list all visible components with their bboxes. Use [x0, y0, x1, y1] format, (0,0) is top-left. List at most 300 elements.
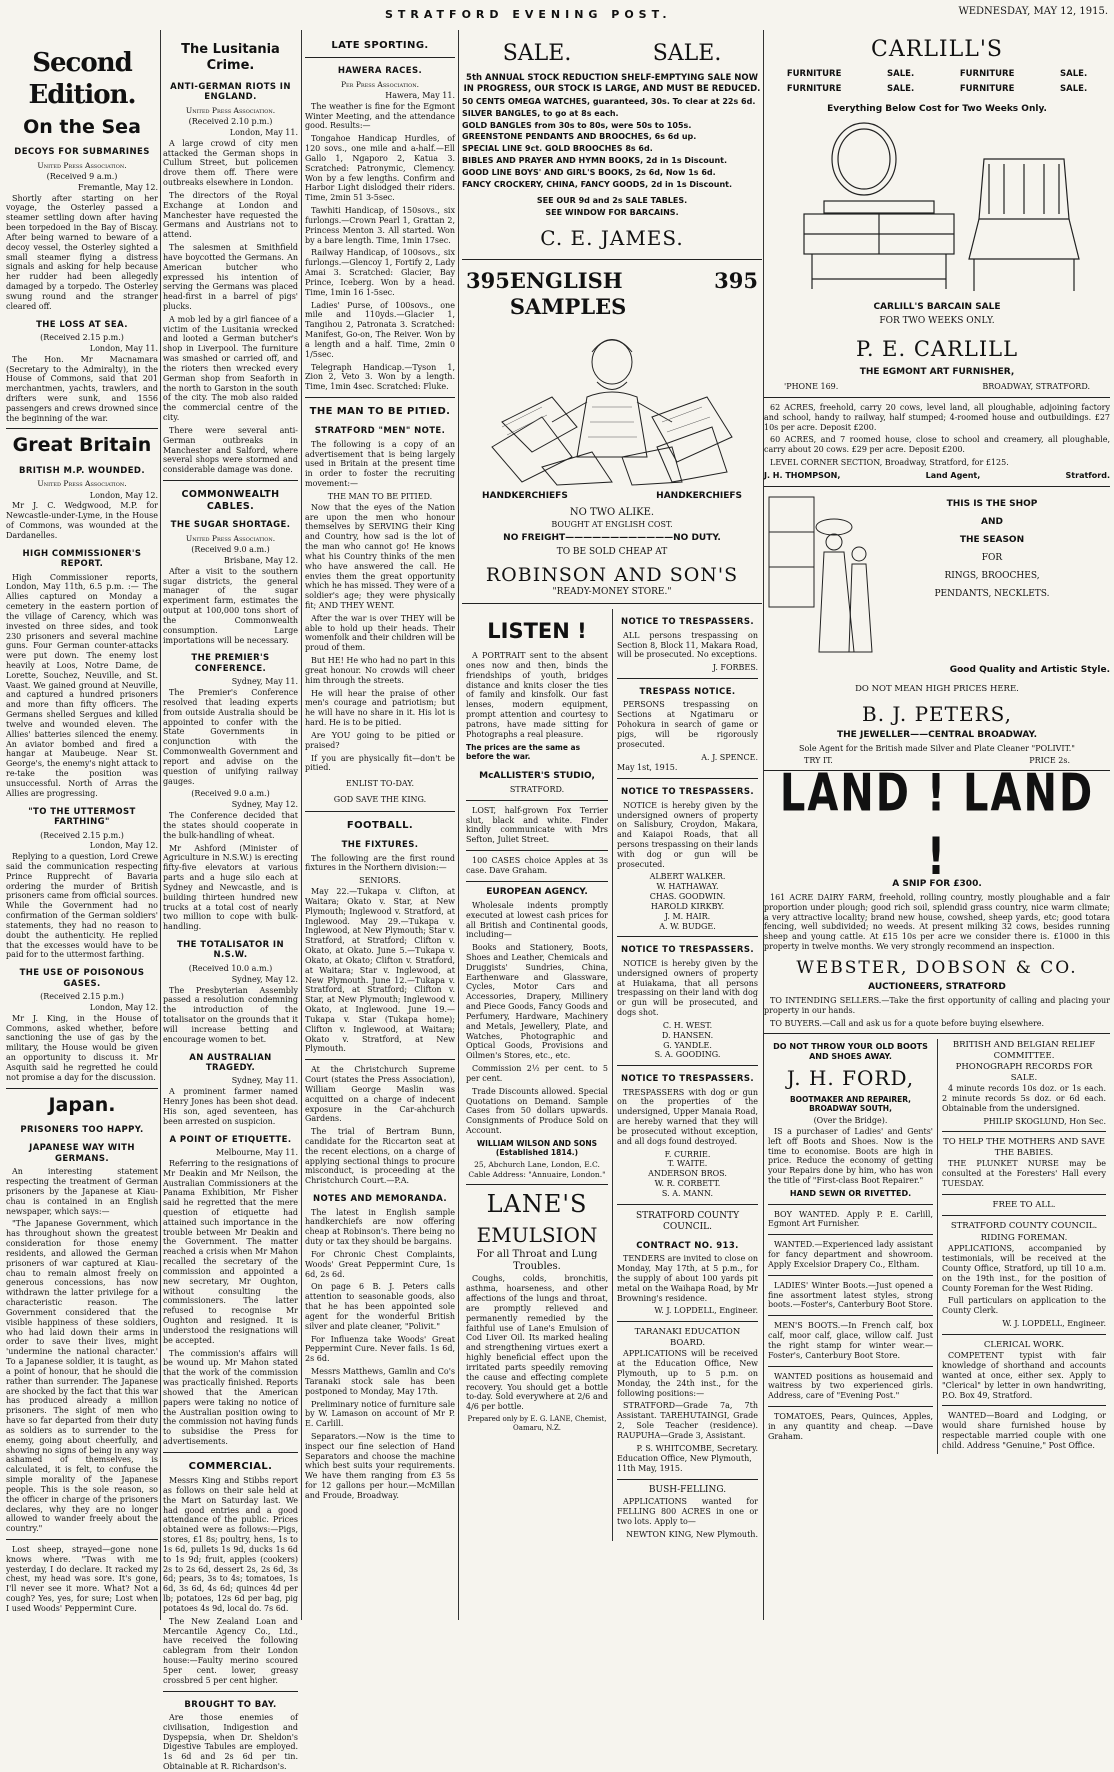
- ad-line: WILLIAM WILSON AND SONS (Established 1814.): [476, 1138, 598, 1158]
- ad-line: Prepared only by E. G. LANE, Chemist, Oamaru, N.Z.: [467, 1415, 607, 1432]
- on-the-sea-heading: On the Sea: [23, 115, 141, 138]
- article-text: An interesting statement respecting the treatment of German prisoners by the Japanese at Kiau-chau is contained in an English newspaper, which says:—: [6, 1167, 158, 1216]
- masthead-title: STRATFORD EVENING POST.: [385, 8, 672, 21]
- divider: [466, 800, 608, 801]
- furniture-sale-row: [764, 84, 1110, 94]
- ad-line: For all Throat and Lung Troubles.: [476, 1248, 598, 1273]
- article-text: Messrs Matthews, Gamlin and Co's Taranaki stock sale has been postponed to Monday, May 17th.: [305, 1367, 455, 1396]
- sale-item: GOOD LINE BOYS' AND GIRL'S BOOKS, 2s 6d, Now 1s 6d.: [462, 167, 716, 177]
- divider: [163, 1691, 298, 1692]
- section-heading: NOTES AND MEMORANDA.: [313, 1194, 447, 1205]
- notice-heading: NOTICE TO TRESPASSERS.: [621, 945, 754, 956]
- article-text: The salesmen at Smithfield have boycotted the Germans. An American butcher who expressed his intention of serving the Germans was placed head-first in a barrel of pigs' plucks.: [163, 243, 298, 311]
- section-heading: "TO THE UTTERMOST FARTHING": [28, 806, 136, 828]
- notice-name: W. HATHAWAY.: [656, 882, 719, 892]
- sale-word: SALE.: [652, 41, 722, 66]
- received-line: (Received 2.10 p.m.): [188, 117, 273, 127]
- article-text: Mr J. King, in the House of Commons, asked whether, before sanctioning the use of gas by the military, the House would be given an opportunity to discuss it. Mr Asquith said he regretted he could not promise a day for the discussion.: [6, 1013, 158, 1082]
- notice-signature: J. FORBES.: [712, 663, 758, 673]
- source-line: United Press Association.: [185, 533, 276, 543]
- subheading: ENLIST TO-DAY.: [345, 779, 415, 789]
- advertisement-text: Books and Stationery, Boots, Shoes and Leather, Chemicals and Druggists' Sundries, China, Earthenware and Glassware, Cycles, Motor Cars and Accessories, Drapery, Millinery and Piece Goods, Fancy Goods and Perfumery, Hardware, Machinery and Metals, Jewellery, Plate, and Watches, Photographic and Optical Goods, Provisions and Oilmen's Stores, etc., etc.: [466, 943, 608, 1061]
- column-4: [462, 30, 762, 1620]
- advertiser-name: C. E. JAMES.: [540, 226, 684, 251]
- notice-name: CHAS. GOODWIN.: [649, 892, 726, 902]
- classified-split: [764, 1039, 1110, 1453]
- notice-name: W. R. CORBETT.: [654, 1179, 721, 1189]
- notice-heading: TRESPASS NOTICE.: [639, 686, 736, 697]
- article-text: May 22.—Tukapa v. Clifton, at Waitara; Okato v. Star, at New Plymouth; Inglewood v. Stratford, at Inglewood. May 29.—Tukapa v. Inglewood, at New Plymouth; Star v. Stratford, at Stratford; Clifton v. Okato, at Okato. June 5.—Tukapa v. Okato, at Okato; Clifton v. Stratford, at Waitara; Star v. Inglewood, at New Plymouth. June 12.—Tukapa v. Stratford, at Stratford; Clifton v. Star, at New Plymouth; Inglewood v. Okato, at Inglewood. June 19.—Tukapa v. Star (Tukapa home); Clifton v. Inglewood, at Waitara; Okato v. Stratford, at New Plymouth.: [305, 887, 455, 1054]
- article-text: Mr Ashford (Minister of Agriculture in N.S.W.) is erecting fifty-five elevators at various parts and a huge silo each at Sydney and Newcastle, and is building thirteen hundred new trucks at a total cost of nearly two million to cope with bulk-handling.: [163, 843, 298, 932]
- agent-row: [764, 471, 1110, 481]
- ad-heading: EUROPEAN AGENCY.: [486, 886, 588, 897]
- dateline: London, May 11.: [229, 127, 298, 137]
- divider: [6, 1088, 158, 1089]
- notice-names: [617, 1021, 758, 1060]
- notice-name: J. M. HAIR.: [664, 911, 711, 921]
- ad-heading: BRITISH AND BELGIAN RELIEF COMMITTEE.: [952, 1040, 1096, 1061]
- article-text: Preliminary notice of furniture sale by W. Lamason on account of Mr P. E. Carlill.: [305, 1399, 455, 1429]
- divider: [466, 881, 608, 882]
- article-text: The directors of the Royal Exchange at London and Manchester have requested the Germans and Austrians not to attend.: [163, 190, 298, 240]
- article-text: Telegraph Handicap.—Tyson 1, Zion 2, Veto 3. Won by a length. Time, 1min 4sec. Scratched: Fluke.: [305, 362, 455, 392]
- ford-heading: J. H. FORD,: [786, 1066, 915, 1090]
- dateline: London, May 12.: [89, 841, 158, 851]
- handkerchiefs-label: HANDKERCHIEFS: [656, 491, 742, 502]
- dateline: Sydney, May 12.: [231, 800, 298, 810]
- sale-label: SALE.: [887, 69, 915, 80]
- notice-text: APPLICATIONS will be received at the Education Office, New Plymouth, up to 5 p.m. on Monday, the 24th inst., for the following positions:—: [617, 1349, 758, 1398]
- divider: [617, 1204, 758, 1205]
- notice-text: PERSONS trespassing on Sections at Ngatimaru or Pohokura in search of game or pigs, will be rigorously prosecuted.: [617, 700, 758, 749]
- dateline: Fremantle, May 12.: [78, 182, 158, 192]
- notice-names: [617, 872, 758, 931]
- edition-heading: Second Edition.: [28, 48, 136, 110]
- ad-line: THE JEWELLER——CENTRAL BROADWAY.: [837, 729, 1037, 740]
- received-line: (Received 2.15 p.m.): [40, 992, 124, 1002]
- notice-names: [617, 1150, 758, 1199]
- ad-heading: FREE TO ALL.: [992, 1199, 1056, 1210]
- article-text: Referring to the resignations of Mr Deakin and Mr Neilson, the Australian Commissioners at the Panama Exhibition, Mr Fisher said he regretted that the mere question of etiquette had attained such importance in the trouble between Mr Deakin and the Government. The matter reached a crisis when Mr Mahon recalled the secretary of the commission and appointed a new secretary, Mr Oughton, without consulting the commissioners. The latter refused to recognise Mr Oughton and resigned. It is understood the resignations will be accepted.: [163, 1158, 298, 1345]
- article-text: At the Christchurch Supreme Court (states the Press Association), William George Maslin was acquitted on a charge of indecent exposure in the Car-ahchurch Gardens.: [305, 1065, 455, 1124]
- furniture-label: FURNITURE: [959, 83, 1015, 94]
- advertisement-text: LADIES' Winter Boots.—Just opened a fine assortment latest styles, strong boots.—Foster's, Canterbury Boot Store.: [768, 1280, 933, 1310]
- ad-line: 25, Abchurch Lane, London, E.C. Cable Address: "Annuaire, London.": [468, 1160, 606, 1179]
- notice-name: G. YANDLE.: [663, 1040, 712, 1050]
- article-text: The New Zealand Loan and Mercantile Agency Co., Ltd., have received the following cablegram from their London house:—Faulty merino scoured 5per cent. lower, greasy crossbred 5 per cent higher.: [163, 1616, 298, 1685]
- sale-item: GREENSTONE PENDANTS AND BROOCHES, 6s 6d up.: [462, 132, 697, 142]
- column-rule: [160, 30, 161, 1620]
- notice-signature: A. J. SPENCE.: [701, 752, 758, 762]
- source-line: Per Press Association.: [340, 79, 420, 89]
- notice-name: HAROLD KIRKBY.: [650, 901, 725, 911]
- shop-line: FOR: [981, 552, 1003, 563]
- article-text: Ladies' Purse, of 100sovs., one mile and 110yds.—Glacier 1, Tangihou 2, Patronata 3. Scratched: Manifest, Go-on, The Reiver. Won by a length and a half. Time, 2min 0 1/5sec.: [305, 300, 455, 359]
- advertisement-text: THE PLUNKET NURSE may be consulted at the Foresters' Hall every TUESDAY.: [942, 1159, 1106, 1189]
- article-text: The Conference decided that the states should cooperate in the bulk-handling of wheat.: [163, 811, 298, 840]
- article-text: After a visit to the southern sugar districts, the general manager of the sugar experiment farm, estimates the output at 100,000 tons short of the Commonwealth consumption. Large importations will be necessary.: [163, 566, 298, 645]
- divider: [617, 678, 758, 679]
- advertisement-text: APPLICATIONS, accompanied by testimonials, will be received at the County Office, Stratford, up till 10 a.m. on the 19th inst., for the position of County Foreman for the West Riding.: [942, 1244, 1106, 1293]
- received-line: (Received 10.0 a.m.): [188, 963, 273, 973]
- notice-text: NOTICE is hereby given by the undersigned owners of property on Salisbury, Croydon, Makara, and Kaiapoi Roads, that all persons trespassing on their lands with dog or gun will be prosecuted.: [617, 800, 758, 869]
- sale-item: GOLD BANGLES from 30s to 80s, were 50s to 105s.: [462, 120, 692, 130]
- divider: [768, 1275, 933, 1276]
- great-britain-heading: Great Britain: [12, 434, 152, 457]
- article-text: He will hear the praise of other men's courage and patriotism; but he will have no share in it. His lot is hard. He is to be pitied.: [305, 688, 455, 728]
- divider: [6, 428, 158, 429]
- contact-row: [784, 382, 1090, 392]
- sale-item: SILVER BANGLES, to go at 8s each.: [462, 108, 619, 118]
- dateline: Sydney, May 12.: [231, 974, 298, 984]
- source-line: United Press Association.: [185, 105, 276, 115]
- classified-left: [462, 609, 612, 1540]
- received-line: (Received 9.0 a.m.): [191, 545, 270, 555]
- shop-text: [874, 492, 1110, 662]
- article-text: For Influenza take Woods' Great Peppermint Cure. Never fails. 1s 6d, 2s 6d.: [305, 1334, 455, 1364]
- article-text: After the war is over THEY will be able to hold up their heads. Their womenfolk and their children will be proud of them.: [305, 613, 455, 653]
- dateline: Melbourne, May 11.: [215, 1148, 298, 1158]
- section-heading: THE MAN TO BE PITIED.: [309, 405, 451, 417]
- ad-line: Good Quality and Artistic Style.: [949, 664, 1110, 675]
- handkerchiefs-row: [482, 491, 742, 502]
- advertisement-text: Coughs, colds, bronchitis, asthma, hoarseness, and other affections of the lungs and throat, are promptly relieved and permanently remedied by the faithful use of Lane's Emulsion of Cod Liver Oil. Its marked healing and strengthening virtues exert a highly beneficial effect upon the irritated parts speedily removing the cause and effecting complete recovery. You should get a bottle to-day. Sold everywhere at 2/6 and 4/6 per bottle.: [466, 1274, 608, 1412]
- source-line: United Press Association.: [37, 160, 127, 170]
- sale-note: SEE OUR 9d and 2s SALE TABLES.: [536, 195, 688, 205]
- divider: [617, 1479, 758, 1480]
- section-heading: HAWERA RACES.: [337, 66, 423, 77]
- column-3: [305, 30, 455, 1620]
- article-text: On page 6 B. J. Peters calls attention to seasonable goods, also that he has been appointed sole agent for the wonderful British silver and plate cleaner, "Polivit.": [305, 1282, 455, 1331]
- article-text: The commission's affairs will be wound up. Mr Mahon stated that the work of the commission was practically finished. Reports showed that the American papers were taking no notice of the Australian position owing to the commission not having funds to subsidise the Press for advertisements.: [163, 1348, 298, 1447]
- article-text: Tongahoe Handicap Hurdles, of 120 sovs., one mile and a-half.—Ell Gallo 1, Ngaporo 2, Katua 3. Scratched: Patronymic, Clemency. Won by a few lengths. Confirm and Harbor Light dislodged their riders. Time, 2min 51 3-5sec.: [305, 134, 455, 203]
- pe-carlill-heading: P. E. CARLILL: [855, 337, 1019, 362]
- sale-item-list: [462, 97, 762, 190]
- ad-line: Everything Below Cost for Two Weeks Only.: [827, 103, 1047, 114]
- dateline: Hawera, May 11.: [385, 90, 455, 100]
- divider: [942, 1194, 1106, 1195]
- subheading: THE MAN TO BE PITIED.: [327, 491, 433, 501]
- divider: [462, 259, 762, 260]
- ad-heading: STRATFORD COUNTY COUNCIL.: [950, 1221, 1098, 1232]
- section-heading: BROUGHT TO BAY.: [184, 1699, 277, 1710]
- divider: [466, 1184, 608, 1185]
- english-samples-heading: [466, 268, 758, 320]
- article-text: Now that the eyes of the Nation are upon the men who honour themselves by SERVING their King and Country, how sad is the lot of the man who cannot go! He knows what his Country thinks of the men who have answered the call. He envies them the great opportunity which he has missed. They were of a soldier's age; they were physically fit; AND THEY WENT.: [305, 502, 455, 610]
- ad-line: The prices are the same as before the war.: [466, 742, 581, 761]
- article-text: The trial of Bertram Bunn, candidate for the Riccarton seat at the recent elections, on a charge of applying sectional things to procure misconduct, is proceeding at the Christchurch Court.—P.A.: [305, 1127, 455, 1186]
- notice-heading: CONTRACT NO. 913.: [636, 1240, 739, 1251]
- samples-count: 395: [466, 267, 510, 293]
- notice-text: ALL persons trespassing on Section 8, Block 11, Makara Road, will be prosecuted. No exceptions.: [617, 630, 758, 660]
- notice-date: Education Office, New Plymouth, 11th May, 1915.: [617, 1454, 752, 1474]
- sale-label: SALE.: [1060, 83, 1088, 94]
- notice-name: ALBERT WALKER.: [649, 872, 726, 882]
- peters-heading: B. J. PETERS,: [862, 702, 1012, 727]
- article-text: The weather is fine for the Egmont Winter Meeting, and the attendance good. Results:—: [305, 101, 455, 131]
- divider: [6, 1539, 158, 1540]
- notice-name: F. CURRIE.: [664, 1149, 711, 1159]
- subheading: GOD SAVE THE KING.: [333, 795, 427, 805]
- robinson-name: ROBINSON AND SON'S: [485, 563, 739, 586]
- agent-role: Land Agent,: [925, 470, 981, 480]
- samples-count: 395: [714, 267, 758, 293]
- divider: [768, 1234, 933, 1235]
- notice-name: A. W. BUDGE.: [659, 921, 716, 931]
- ad-line: THE EGMONT ART FURNISHER,: [859, 366, 1015, 377]
- divider: [305, 57, 455, 58]
- article-text: If you are physically fit—don't be pitied.: [305, 753, 455, 773]
- received-line: (Received 9.0 a.m.): [191, 789, 270, 799]
- advertisement-text: TO INTENDING SELLERS.—Take the first opportunity of calling and placing your property in our hands.: [764, 995, 1110, 1015]
- advertisement-text: 60 ACRES, and 7 roomed house, close to school and creamery, all ploughable, carry about 20 cows. £29 per acre. Deposit £200.: [764, 435, 1110, 455]
- shop-line: RINGS, BROOCHES,: [944, 570, 1040, 581]
- ad-heading: PHONOGRAPH RECORDS FOR SALE.: [955, 1062, 1093, 1083]
- lanes-heading: LANE'S: [486, 1189, 588, 1218]
- section-heading: BRITISH M.P. WOUNDED.: [18, 465, 146, 476]
- sale-item: FANCY CROCKERY, CHINA, FANCY GOODS, 2d in 1s Discount.: [462, 179, 732, 189]
- shop-line: THE SEASON: [959, 534, 1025, 545]
- subheading: SENIORS.: [359, 876, 401, 886]
- divider: [764, 397, 1110, 398]
- article-text: But HE! He who had no part in this great honour. No crowds will cheer him through the streets.: [305, 656, 455, 685]
- advertisement-text: 100 CASES choice Apples at 3s case. Dave Graham.: [466, 856, 608, 875]
- advertisement-text: Wholesale indents promptly executed at lowest cash prices for all British and Continental goods, including—: [466, 900, 608, 940]
- notice-text: STRATFORD—Grade 7a, 7th Assistant. TAREHUTAINGI, Grade 2, Sole Teacher (residence). RAUPUHA—Grade 3, Assistant.: [617, 1401, 758, 1440]
- studio-name: McALLISTER'S STUDIO,: [479, 770, 595, 781]
- dateline: London, May 11.: [89, 343, 158, 353]
- column-rule: [301, 30, 302, 1620]
- section-heading: THE FIXTURES.: [341, 840, 419, 851]
- land-heading: LAND ! LAND !: [779, 764, 1095, 888]
- sale-item: BIBLES AND PRAYER AND HYMN BOOKS, 2d in 1s Discount.: [462, 156, 728, 166]
- sale-banner: 5th ANNUAL STOCK REDUCTION SHELF-EMPTYING SALE NOW IN PROGRESS, OUR STOCK IS LARGE, AND MUST BE REDUCED.: [463, 73, 761, 94]
- advertisement-text: WANTED.—Experienced lady assistant for fancy department and showroom. Apply Excelsior Drapery Co., Eltham.: [768, 1240, 933, 1269]
- divider: [617, 1321, 758, 1322]
- article-text: A large crowd of city men attacked the German shops in Cullum Street, but policemen drove them off. There were outbreaks elsewhere in London.: [163, 138, 298, 188]
- section-heading: A POINT OF ETIQUETTE.: [169, 1134, 292, 1145]
- divider: [305, 1059, 455, 1060]
- section-heading: THE SUGAR SHORTAGE.: [170, 520, 291, 531]
- handkerchief-lady-illustration: [482, 327, 742, 487]
- section-heading: THE LOSS AT SEA.: [36, 319, 128, 330]
- jeweller-ad: [764, 492, 1110, 662]
- agent-name: J. H. THOMPSON,: [764, 470, 841, 480]
- ad-heading: DO NOT THROW YOUR OLD BOOTS AND SHOES AWAY.: [773, 1042, 928, 1062]
- notice-name: S. A. GOODING.: [654, 1050, 721, 1060]
- received-line: (Received 9 a.m.): [46, 171, 118, 181]
- notice-text: TRESPASSERS with dog or gun on the properties of the undersigned, Upper Manaia Road, are hereby warned that they will be prosecuted without exception, and all dogs found destroyed.: [617, 1087, 758, 1146]
- section-heading: ANTI-GERMAN RIOTS IN ENGLAND.: [170, 81, 291, 103]
- lusitania-heading: The Lusitania Crime.: [181, 42, 280, 73]
- divider: [942, 1405, 1106, 1406]
- ad-heading: CLERICAL WORK.: [983, 1339, 1065, 1350]
- notice-heading: BUSH-FELLING.: [648, 1485, 727, 1496]
- notice-text: TENDERS are invited to close on Monday, May 17th, at 5 p.m., for the supply of about 100 yards pit metal on the Waihapa Road, by Mr Browning's residence.: [617, 1254, 758, 1303]
- notice-heading: NOTICE TO TRESPASSERS.: [621, 617, 754, 628]
- notice-date: May 1st, 1915.: [617, 763, 678, 773]
- section-heading: THE PREMIER'S CONFERENCE.: [191, 653, 270, 674]
- studio-town: STRATFORD.: [509, 785, 565, 794]
- sale-heading: [462, 40, 762, 67]
- agent-town: Stratford.: [1065, 470, 1110, 480]
- ad-line: HAND SEWN OR RIVETTED.: [789, 1188, 912, 1198]
- divider: [768, 1204, 933, 1205]
- dateline: Sydney, May 11.: [231, 1076, 298, 1086]
- divider: [462, 603, 762, 604]
- address: BROADWAY, STRATFORD.: [982, 382, 1090, 392]
- samples-title: ENGLISH SAMPLES: [509, 267, 627, 319]
- phone-number: 'PHONE 169.: [784, 382, 839, 392]
- article-text: The Premier's Conference resolved that leading experts from outside Australia should be appointed to confer with the State Governments in conjunction with the Commonwealth Government and report and advise on the question of unifying railway gauges.: [163, 688, 298, 786]
- advertisement-text: A PORTRAIT sent to the absent ones now and then, binds the friendships of youth, bridges distance and knits closer the ties of family and kinsfolk. Our fast lenses, modern equipment, prompt attention and courtesy to patrons, have made sitting for Photographs a real pleasure.: [466, 651, 608, 739]
- advertisement-text: LEVEL CORNER SECTION, Broadway, Stratford, for £125.: [770, 458, 1009, 467]
- advertisement-text: 62 ACRES, freehold, carry 20 cows, level land, all ploughable, adjoining factory and school, handy to railway, half stumped; 4-roomed house and outbuildings. £27 10s per acre. Deposit £200.: [764, 402, 1110, 432]
- notice-text: APPLICATIONS wanted for FELLING 800 ACRES in one or two lots. Apply to—: [617, 1497, 758, 1526]
- furniture-illustration: [764, 119, 1104, 299]
- sale-label: SALE.: [887, 83, 915, 94]
- advertisement-text: COMPETENT typist with fair knowledge of shorthand and accounts wanted at once, either sex. Apply to "Clerical" by letter in own handwriting, P.O. Box 49, Stratford.: [942, 1351, 1106, 1400]
- ad-heading: TO HELP THE MOTHERS AND SAVE THE BABIES.: [943, 1137, 1105, 1158]
- ad-line: TO BE SOLD CHEAP AT: [556, 546, 668, 557]
- article-text: Tawhiti Handicap, of 150sovs., six furlongs.—Crown Pearl 1, Grattan 2, Princess Menton 3. All started. Won by a bare length. Time, 1min 17sec.: [305, 206, 455, 245]
- notice-name: ANDERSON BROS.: [648, 1169, 727, 1179]
- article-text: Railway Handicap, of 100sovs., six furlongs.—Glencoy 1, Fortify 2, Lady Amai 3. Scratched: Glacier, Bay Prince, Iceberg. Won by a head. Time, 1min 16 1-5sec.: [305, 248, 455, 297]
- article-text: A mob led by a girl fiancee of a victim of the Lusitania wrecked and looted a German butcher's shop in Liverpool. The furniture was smashed or carried off, and the rioters then wrecked every German shop from Seaforth in the north to Garston in the south of the city. The mob also raided the commercial centre of the city.: [163, 314, 298, 423]
- furniture-label: FURNITURE: [786, 83, 842, 94]
- ad-line: A SNIP FOR £300.: [892, 878, 982, 889]
- divider: [942, 1334, 1106, 1335]
- japan-heading: Japan.: [48, 1093, 116, 1116]
- emulsion-heading: EMULSION: [476, 1223, 598, 1248]
- divider: [617, 1065, 758, 1066]
- divider: [163, 480, 298, 481]
- shop-line: AND: [981, 516, 1003, 527]
- article-text: The following is a copy of an advertisement that is being largely used in Britain at the present time in order to foster the recruiting movement:—: [305, 439, 455, 489]
- notice-signature: W. J. LOPDELL, Engineer.: [1002, 1319, 1106, 1329]
- notice-heading: NOTICE TO TRESPASSERS.: [621, 1074, 754, 1085]
- notice-heading: STRATFORD COUNTY COUNCIL.: [635, 1210, 740, 1232]
- advertisement-text: TO BUYERS.—Call and ask us for a quote before buying elsewhere.: [770, 1018, 1045, 1028]
- divider: [764, 1033, 1110, 1034]
- divider: [305, 397, 455, 398]
- webster-heading: WEBSTER, DOBSON & CO.: [796, 957, 1078, 978]
- advertisement-text: Trade Discounts allowed. Special Quotations on Demand. Sample Cases from 50 dollars upwards. Consignments of Produce Sold on Account.: [466, 1086, 608, 1136]
- article-text: High Commissioner reports, London, May 11th, 6.5 p.m. :— The Allies captured on Monday a cemetery in the eastern portion of the village of Carency, which was invested on three sides, and took 230 prisoners and several machine guns. Four German counter-attacks were put down. The enemy lost heavily at Loos, Notre Dame, de Lorette, Souchez, Neuville, and St. Vaast. We gained ground at Neuville, and captured a hundred prisoners and more than fifty officers. The Germans shelled Sergues and killed twelve and wounded eleven. The Allies' batteries silenced the enemy. An aviator bombed and fired a hangar at Maubeuge. Near St. George's, the enemy's night attack to re-take the position was unsuccessful. North of Arras the Allies are progressing.: [6, 572, 158, 798]
- article-text: "The Japanese Government, which has throughout shown the greatest consideration for those enemy residents, and allowed the German prisoners of war captured at Kiau-chau to remain almost freely on generous concessions, has now withdrawn the latter privilege for a characteristic reason. The Government considered that the visible happiness of these soldiers, who had laid down their arms in order to save their lives, might 'undermine the national character.' To a Japanese soldier, it is taught, as a point of honour, that he should die rather than surrender. The Japanese are shocked by the fact that this war has produced already a million prisoners. The sight of men who have so far departed from their duty as soldiers as to surrender to the enemy, going about cheerfully, and showing no signs of being in any way ashamed of themselves, is calculated, it is felt, to confuse the simple morality of the Japanese people. This is the sole reason, so the officer in charge of the prisoners declares, why they are no longer allowed to wander freely about the country.": [6, 1219, 158, 1534]
- notice-name: C. H. WEST.: [662, 1020, 713, 1030]
- advertisement-text: BOY WANTED. Apply P. E. Carlill, Egmont Art Furnisher.: [768, 1209, 933, 1229]
- notice-name: S. A. MANN.: [661, 1188, 714, 1198]
- notice-text: NOTICE is hereby given by the undersigned owners of property at Huiakama, that all persons trespassing on their land with dog or gun will be prosecuted, and dogs shot.: [617, 958, 758, 1018]
- ad-line: BOUGHT AT ENGLISH COST.: [551, 519, 673, 529]
- column-5: [764, 30, 1110, 1620]
- advertisement-text: LOST, half-grown Fox Terrier slut, black and white. Finder kindly communicate with Mrs Sefton, Juliet Street.: [466, 805, 608, 845]
- section-heading: JAPANESE WAY WITH GERMANS.: [29, 1143, 135, 1164]
- classified-left: [764, 1039, 937, 1453]
- advertisement-text: 161 ACRE DAIRY FARM, freehold, rolling country, mostly ploughable and a fair proportion under plough; good rich soil, splendid grass country, nice warm climate; a very attractive locality; brand new house, cowshed, sheep yards, etc; good totara fencing, well subdivided; no weeds. At present milking 32 cows, besides running sheep and young cattle. At £15 10s per acre we consider there is. £1000 in this property in twelve months. We very strongly recommend an inspection.: [764, 892, 1110, 952]
- masthead-date: WEDNESDAY, MAY 12, 1915.: [958, 6, 1108, 17]
- robinson-tagline: "READY-MONEY STORE.": [552, 587, 672, 598]
- article-text: A prominent farmer named Henry Jones has been shot dead. His son, aged seventeen, has been arrested on suspicion.: [163, 1087, 298, 1126]
- article-text: The Presbyterian Assembly passed a resolution condemning the introduction of the totalisator on the grounds that it will increase betting and encourage women to bet.: [163, 985, 298, 1044]
- column-2: [163, 30, 298, 1772]
- listen-heading: LISTEN !: [487, 619, 587, 644]
- notice-heading: NOTICE TO TRESPASSERS.: [621, 787, 754, 798]
- divider: [768, 1406, 933, 1407]
- received-line: (Received 2.15 p.m.): [40, 333, 124, 343]
- carlill-heading: CARLILL'S: [871, 37, 1003, 62]
- divider: [764, 486, 1110, 487]
- article-text: Separators.—Now is the time to inspect our fine selection of Hand Separators and choose the machine which best suits your requirements. We have them ranging from £3 5s for 12 gallons per hour.—McMillan and Froude, Broadway.: [305, 1431, 455, 1500]
- divider: [305, 811, 455, 812]
- advertisement-text: TOMATOES, Pears, Quinces, Apples, in any quantity and cheap. —Dave Graham.: [768, 1412, 933, 1441]
- advertisement-text: Full particulars on application to the County Clerk.: [942, 1296, 1106, 1316]
- section-heading: FOOTBALL.: [346, 819, 414, 831]
- divider: [768, 1315, 933, 1316]
- try-label: TRY IT.: [804, 755, 833, 765]
- ad-line: Sole Agent for the British made Silver and Plate Cleaner "POLIVIT.": [799, 743, 1075, 753]
- sale-item: SPECIAL LINE 9ct. GOLD BROOCHES 8s 6d.: [462, 144, 653, 154]
- furniture-label: FURNITURE: [959, 69, 1015, 80]
- notice-signature: W. J. LOPDELL, Engineer.: [654, 1306, 758, 1316]
- divider: [768, 1366, 933, 1367]
- shop-line: PENDANTS, NECKLETS.: [934, 588, 1050, 599]
- divider: [163, 1452, 298, 1453]
- article-text: Shortly after starting on her voyage, the Osterley passed a steamer settling down after having been torpedoed in the Bay of Biscay. After being warned to beware of a decoy vessel, the Osterley sighted a small steamer flying a distress signals and asking for help because her rudder had been allegedly damaged by a torpedo. The Osterley swung round and the stranger cleared off.: [6, 193, 158, 311]
- column-rule: [458, 30, 459, 1620]
- handkerchiefs-label: HANDKERCHIEFS: [482, 491, 568, 502]
- advertisement-text: Commission 2½ per cent. to 5 per cent.: [466, 1064, 608, 1083]
- divider: [466, 850, 608, 851]
- advertisement-text: Are those enemies of civilisation, Indigestion and Dyspepsia, when Dr. Sheldon's Digestive Tabules are employed. 1s 6d and 2s 6d per tin. Obtainable at R. Richardson's.: [163, 1713, 298, 1772]
- notice-signature: PHILIP SKOGLUND, Hon Sec.: [983, 1116, 1106, 1126]
- section-heading: COMMONWEALTH CABLES.: [181, 489, 280, 512]
- divider: [942, 1215, 1106, 1216]
- advertisement-text: WANTED positions as housemaid and waitress by two experienced girls. Address, care of "Evening Post.": [768, 1371, 933, 1401]
- section-heading: THE USE OF POISONOUS GASES.: [19, 968, 145, 989]
- source-line: United Press Association.: [37, 479, 127, 489]
- article-text: For Chronic Chest Complaints, Woods' Great Peppermint Cure, 1s 6d, 2s 6d.: [305, 1249, 455, 1279]
- section-heading: STRATFORD "MEN" NOTE.: [314, 426, 446, 437]
- sale-word: SALE.: [502, 41, 572, 66]
- article-text: The following are the first round fixtures in the Northern division:—: [305, 853, 455, 873]
- article-text: Replying to a question, Lord Crewe said the communication respecting Prince Rupprecht of Bavaria ordering the murder of British prisoners came from official sources. While the Government had no confirmation of the German soldiers' statements, they had no reason to doubt the authenticity. He replied that the excesses would have to be paid for to the uttermost farthing.: [6, 852, 158, 960]
- ad-line: AUCTIONEERS, STRATFORD: [868, 981, 1006, 992]
- section-heading: THE TOTALISATOR IN N.S.W.: [176, 939, 285, 961]
- ad-line: DO NOT MEAN HIGH PRICES HERE.: [855, 683, 1019, 694]
- received-line: (Received 2.15 p.m.): [40, 830, 124, 840]
- sale-label: SALE.: [1060, 69, 1088, 80]
- notice-heading: TARANAKI EDUCATION BOARD.: [634, 1327, 741, 1348]
- sale-item: 50 CENTS OMEGA WATCHES, guaranteed, 30s. To clear at 22s 6d.: [462, 96, 756, 106]
- article-text: Are YOU going to be pitied or praised?: [305, 730, 455, 750]
- section-heading: DECOYS FOR SUBMARINES: [14, 147, 150, 158]
- section-heading: LATE SPORTING.: [331, 40, 429, 51]
- dateline: London, May 12.: [89, 1003, 158, 1012]
- divider: [617, 936, 758, 937]
- shoppers-illustration: [764, 492, 874, 662]
- advertisement-text: 4 minute records 10s doz. or 1s each. 2 minute records 5s doz. or 6d each. Obtainable from the undersigned.: [942, 1084, 1106, 1113]
- advertisement-text: MEN'S BOOTS.—In French calf, box calf, moor calf, glace, willow calf. Just the right stamp for winter wear.—Foster's, Canterbury Boot Store.: [768, 1321, 933, 1360]
- notice-signature: NEWTON KING, New Plymouth.: [626, 1529, 758, 1539]
- section-heading: HIGH COMMISSIONER'S REPORT.: [22, 548, 142, 570]
- furniture-sale-row: [764, 69, 1110, 79]
- ad-line: BOOTMAKER AND REPAIRER, BROADWAY SOUTH,: [789, 1094, 912, 1113]
- advertisement-text: Lost sheep, strayed—gone none knows where. "Twas with me yesterday, I do declare. It racked my chest, my head was sore. It's gone, I'll never see it more. What? Not a cough? Yes, yes, for sure; Lost when I used Woods' Peppermint Cure.: [6, 1544, 158, 1613]
- ad-line: NO FREIGHT————————————NO DUTY.: [503, 532, 721, 543]
- dateline: London, May 12.: [89, 490, 158, 500]
